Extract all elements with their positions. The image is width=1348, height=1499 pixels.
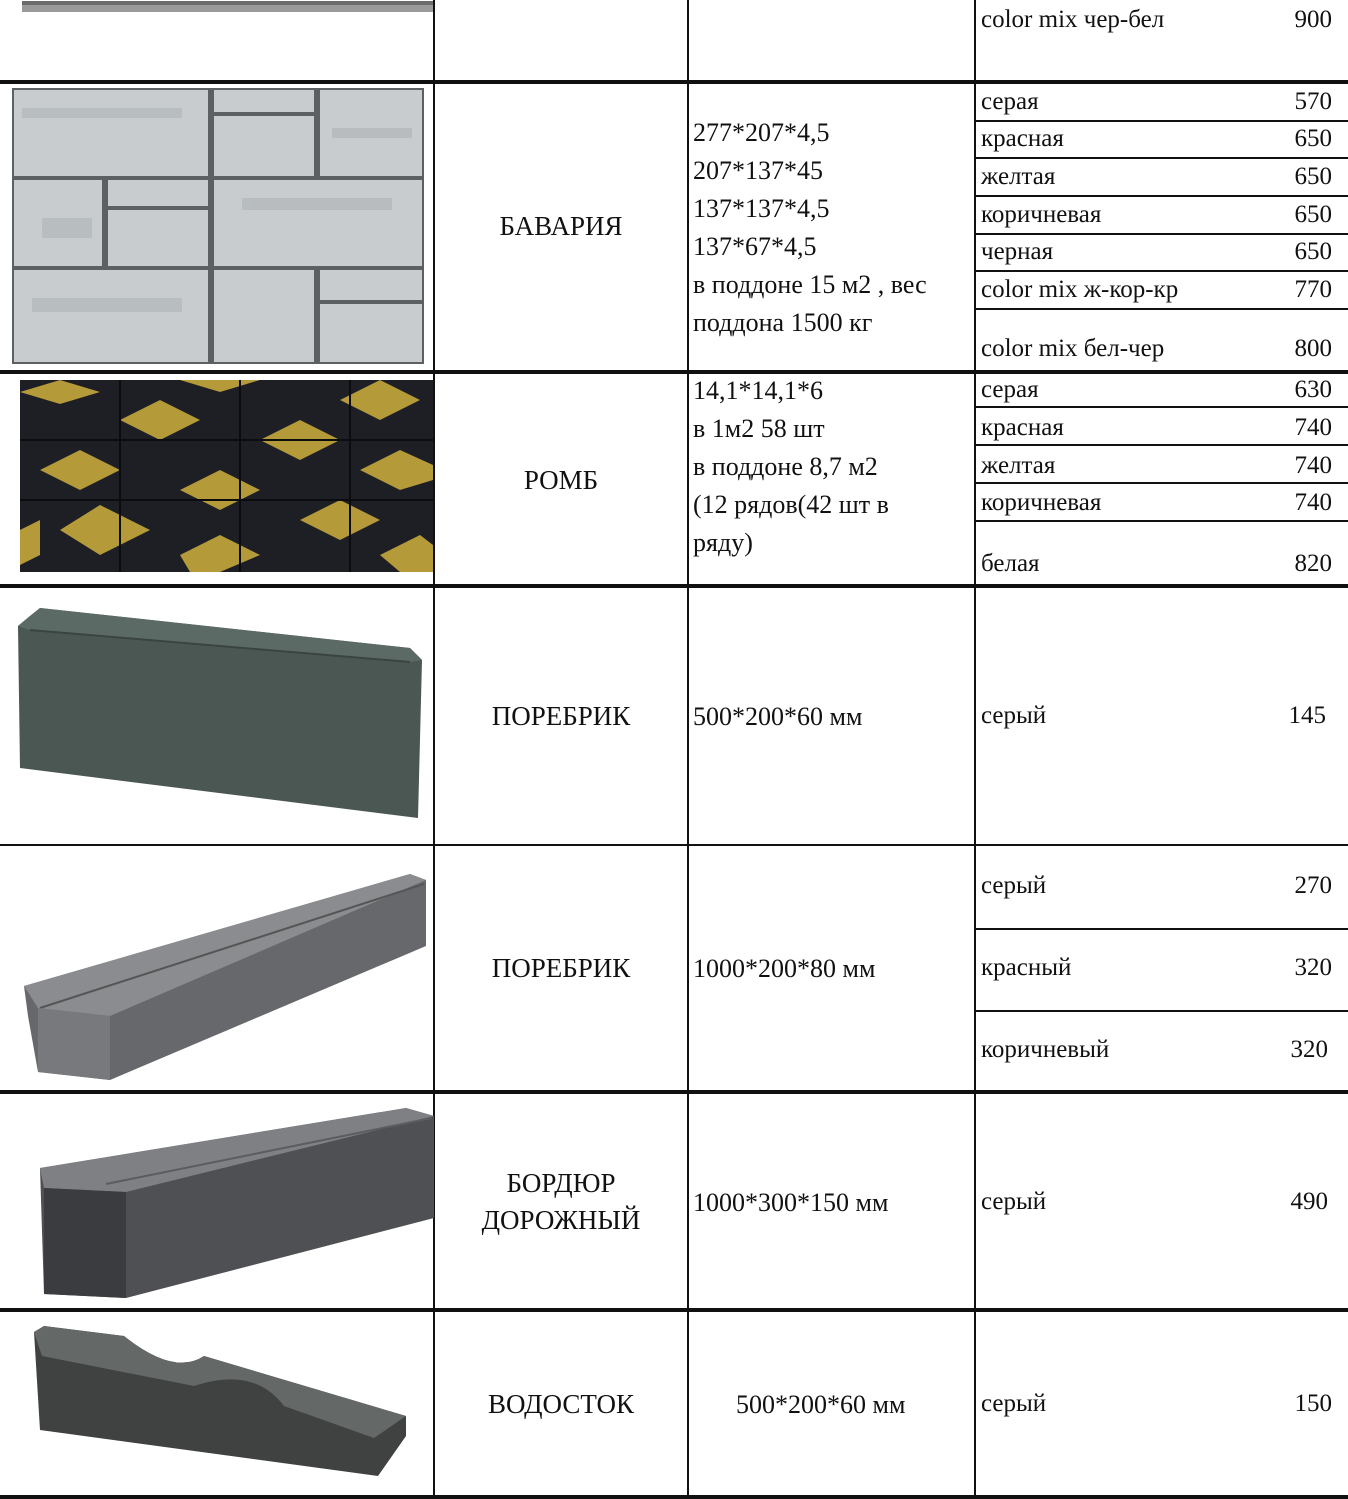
- color-label: белая: [981, 550, 1040, 577]
- color-label: серый: [981, 702, 1047, 729]
- color-label: желтая: [981, 163, 1056, 190]
- color-label: красная: [981, 125, 1064, 152]
- price-value: 650: [1294, 125, 1332, 152]
- price-value: 145: [1288, 702, 1326, 729]
- color-label: серая: [981, 376, 1039, 403]
- color-label: color mix бел-чер: [981, 335, 1165, 362]
- color-label: серый: [981, 1188, 1047, 1215]
- price-value: 320: [1294, 954, 1332, 981]
- table-row: [0, 588, 1348, 844]
- product-name: РОМБ: [523, 465, 599, 495]
- color-label: серый: [981, 872, 1047, 899]
- color-label: color mix чер-бел: [981, 6, 1165, 33]
- product-specs: 14,1*14,1*6 в 1м2 58 шт в поддоне 8,7 м2 (12 рядов(42 шт в ряду): [693, 376, 889, 557]
- price-value: 770: [1294, 276, 1332, 303]
- road-curb-image: [36, 1108, 434, 1298]
- table-row: [0, 1094, 1348, 1308]
- price-value: 490: [1290, 1188, 1328, 1215]
- curb-long-image: [20, 866, 430, 1086]
- color-label: коричневая: [981, 489, 1102, 516]
- price-value: 150: [1294, 1390, 1332, 1417]
- row-divider: [0, 1495, 1348, 1499]
- product-specs: 1000*300*150 мм: [693, 1188, 889, 1217]
- table-row: [0, 846, 1348, 1090]
- table-row: [0, 0, 1348, 82]
- color-label: серый: [981, 1390, 1047, 1417]
- product-name: ВОДОСТОК: [487, 1389, 635, 1419]
- curb-image: [10, 608, 430, 818]
- product-name: БАВАРИЯ: [499, 211, 623, 241]
- color-label: коричневый: [981, 1036, 1110, 1063]
- product-specs: 277*207*4,5 207*137*45 137*137*4,5 137*67*4,5 в поддоне 15 м2 , вес поддона 1500 кг: [693, 118, 927, 337]
- product-specs: 500*200*60 мм: [693, 702, 863, 731]
- price-value: 570: [1294, 88, 1332, 115]
- color-label: красный: [981, 954, 1072, 981]
- paving-tile-image: [12, 88, 424, 364]
- price-value: 740: [1294, 452, 1332, 479]
- price-value: 650: [1294, 201, 1332, 228]
- color-label: серая: [981, 88, 1039, 115]
- color-label: желтая: [981, 452, 1056, 479]
- price-value: 320: [1290, 1036, 1328, 1063]
- price-value: 650: [1294, 163, 1332, 190]
- color-label: коричневая: [981, 201, 1102, 228]
- color-label: черная: [981, 238, 1054, 265]
- product-specs: 1000*200*80 мм: [693, 954, 876, 983]
- product-specs: 500*200*60 мм: [736, 1390, 906, 1419]
- price-value: 820: [1294, 550, 1332, 577]
- rhombus-tile-image: [20, 380, 433, 572]
- price-value: 270: [1294, 872, 1332, 899]
- product-name: БОРДЮР ДОРОЖНЫЙ: [481, 1168, 641, 1235]
- product-name: ПОРЕБРИК: [491, 953, 631, 983]
- table-row: [0, 374, 1348, 584]
- color-label: красная: [981, 414, 1064, 441]
- gutter-image: [34, 1326, 406, 1476]
- color-label: color mix ж-кор-кр: [981, 276, 1179, 303]
- product-name: ПОРЕБРИК: [491, 701, 631, 731]
- table-row: [0, 1312, 1348, 1495]
- price-value: 740: [1294, 414, 1332, 441]
- product-image-partial: [22, 0, 433, 12]
- price-value: 630: [1294, 376, 1332, 403]
- price-value: 650: [1294, 238, 1332, 265]
- price-value: 800: [1294, 335, 1332, 362]
- table-row: [0, 84, 1348, 370]
- price-value: 900: [1294, 6, 1332, 33]
- price-value: 740: [1294, 489, 1332, 516]
